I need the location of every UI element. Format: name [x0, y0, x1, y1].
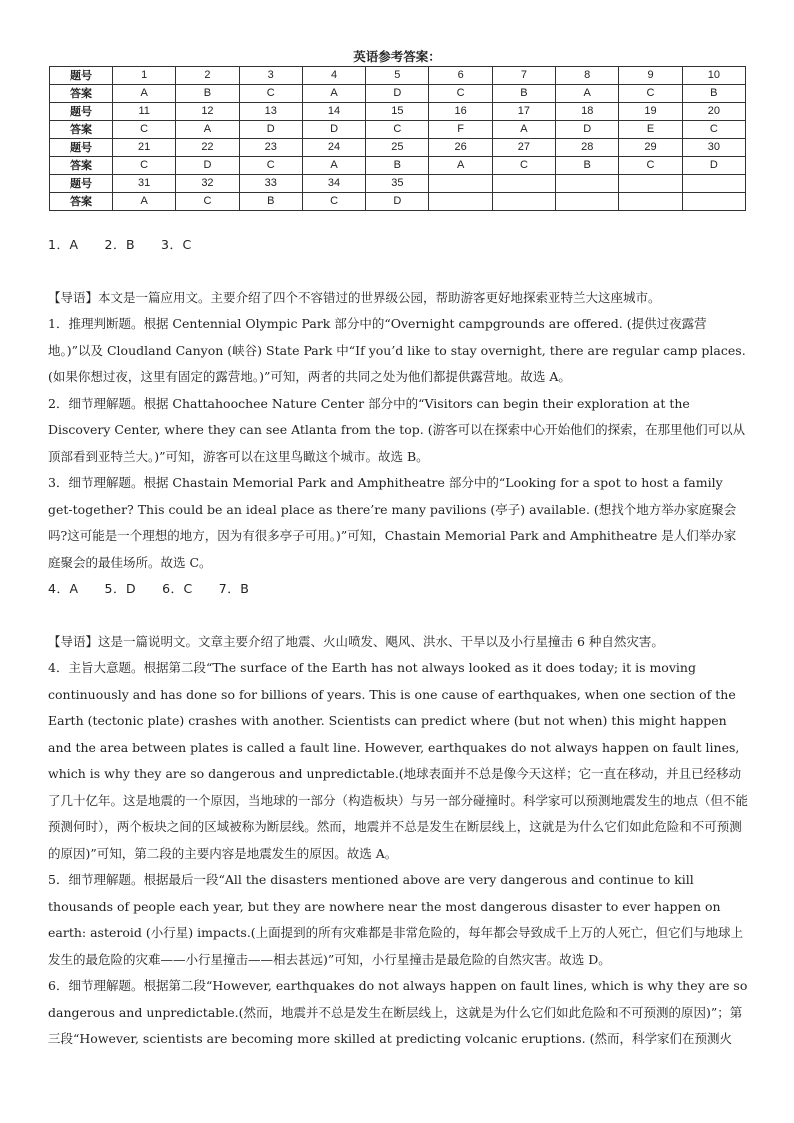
table-cell: 2: [176, 67, 239, 85]
table-cell: A: [492, 121, 555, 139]
table-cell: [682, 193, 745, 211]
table-cell: [619, 175, 682, 193]
table-cell: 5: [366, 67, 429, 85]
table-cell: C: [492, 157, 555, 175]
table-cell: A: [429, 157, 492, 175]
table-cell: [619, 193, 682, 211]
table-cell: C: [619, 157, 682, 175]
table-cell: 18: [556, 103, 619, 121]
table-cell: D: [366, 85, 429, 103]
table-cell: 21: [113, 139, 176, 157]
table-cell: [429, 175, 492, 193]
table-cell: A: [176, 121, 239, 139]
table-cell: 31: [113, 175, 176, 193]
table-cell: B: [239, 193, 302, 211]
table-cell: A: [302, 85, 365, 103]
answers-line-4-7: 4．A 5．D 6．C 7．B: [48, 581, 250, 596]
table-cell: 7: [492, 67, 555, 85]
row-header: 答案: [50, 193, 113, 211]
table-cell: D: [682, 157, 745, 175]
table-cell: C: [302, 193, 365, 211]
table-cell: 14: [302, 103, 365, 121]
table-cell: 12: [176, 103, 239, 121]
table-cell: D: [556, 121, 619, 139]
explanation-q4: 4．主旨大意题。根据第二段“The surface of the Earth has not always looked as it does today; it is moving continuously and has done so for billions of years. This is one cause of earthquakes, when one section of the Earth (tectonic plate) crashes with another. Scientists can predict where (but not when) this might happen and the area between plates is called a fault line. However, earthquakes do not always happen on fault lines, which is why they are so dangerous and unpredictable.(地球表面并不总是像今天这样；它一直在移动，并且已经移动了几十亿年。这是地震的一个原因，当地球的一部分（构造板块）与另一部分碰撞时。科学家可以预测地震发生的地点（但不能预测何时），两个板块之间的区域被称为断层线。然而，地震并不总是发生在断层线上，这就是为什么它们如此危险和不可预测的原因)”可知，第二段的主要内容是地震发生的原因。故选 A。: [48, 660, 749, 861]
table-cell: 34: [302, 175, 365, 193]
table-cell: D: [239, 121, 302, 139]
table-row: [50, 157, 746, 175]
table-cell: 28: [556, 139, 619, 157]
table-row: [50, 139, 746, 157]
table-cell: 16: [429, 103, 492, 121]
table-cell: C: [619, 85, 682, 103]
table-cell: B: [682, 85, 745, 103]
table-row: [50, 103, 746, 121]
table-cell: C: [176, 193, 239, 211]
table-cell: C: [239, 85, 302, 103]
row-header: 题号: [50, 175, 113, 193]
explanation-q3: 3．细节理解题。根据 Chastain Memorial Park and Amphitheatre 部分中的“Looking for a spot to host a family get-together? This could be an ideal place as there’re many pavilions (亭子) available. (想找个地方举办家庭聚会吗?这可能是一个理想的地方，因为有很多亭子可用。)”可知，Chastain Memorial Park and Amphitheatre 是人们举办家庭聚会的最佳场所。故选 C。: [48, 475, 737, 570]
answers-block-1: [48, 232, 748, 1053]
table-cell: 1: [113, 67, 176, 85]
table-cell: 8: [556, 67, 619, 85]
table-cell: C: [366, 121, 429, 139]
answer-table: [49, 66, 746, 211]
table-cell: B: [366, 157, 429, 175]
table-cell: F: [429, 121, 492, 139]
row-header: 题号: [50, 139, 113, 157]
table-row: [50, 175, 746, 193]
table-cell: C: [239, 157, 302, 175]
table-cell: C: [113, 121, 176, 139]
table-cell: 25: [366, 139, 429, 157]
table-cell: A: [302, 157, 365, 175]
table-cell: 19: [619, 103, 682, 121]
table-cell: C: [429, 85, 492, 103]
table-cell: 6: [429, 67, 492, 85]
table-cell: 13: [239, 103, 302, 121]
table-cell: 17: [492, 103, 555, 121]
table-cell: B: [492, 85, 555, 103]
table-cell: 33: [239, 175, 302, 193]
table-cell: C: [682, 121, 745, 139]
table-cell: 35: [366, 175, 429, 193]
table-cell: 4: [302, 67, 365, 85]
table-cell: 24: [302, 139, 365, 157]
table-cell: D: [366, 193, 429, 211]
table-cell: C: [113, 157, 176, 175]
table-cell: 10: [682, 67, 745, 85]
explanation-q1: 1．推理判断题。根据 Centennial Olympic Park 部分中的“Overnight campgrounds are offered. (提供过夜露营地。)”以及 Cloudland Canyon (峡谷) State Park 中“If you’d like to stay overnight, there are regular camp places. (如果你想过夜，这里有固定的露营地。)”可知，两者的共同之处为他们都提供露营地。故选 A。: [48, 316, 746, 384]
table-cell: B: [176, 85, 239, 103]
table-cell: 32: [176, 175, 239, 193]
explanation-q6: 6．细节理解题。根据第二段“However, earthquakes do not always happen on fault lines, which is why they are so dangerous and unpredictable.(然而，地震并不总是发生在断层线上，这就是为什么它们如此危险和不可预测的原因)”；第三段“However, scientists are becoming more skilled at predicting volcanic eruptions. (然而，科学家们在预测火: [48, 978, 748, 1046]
table-cell: 9: [619, 67, 682, 85]
row-header: 答案: [50, 121, 113, 139]
table-cell: E: [619, 121, 682, 139]
intro-passage-1: 【导语】本文是一篇应用文。主要介绍了四个不容错过的世界级公园，帮助游客更好地探索亚特兰大这座城市。: [48, 289, 661, 305]
table-cell: 22: [176, 139, 239, 157]
table-cell: 20: [682, 103, 745, 121]
table-cell: 3: [239, 67, 302, 85]
table-cell: 15: [366, 103, 429, 121]
table-cell: [682, 175, 745, 193]
table-row: [50, 193, 746, 211]
table-cell: 27: [492, 139, 555, 157]
table-cell: D: [302, 121, 365, 139]
explanation-q2: 2．细节理解题。根据 Chattahoochee Nature Center 部分中的“Visitors can begin their exploration at the Discovery Center, where they can see Atlanta from the top. (游客可以在探索中心开始他们的探索，在那里他们可以从顶部看到亚特兰大。)”可知，游客可以在这里鸟瞰这个城市。故选 B。: [48, 395, 746, 464]
table-cell: 23: [239, 139, 302, 157]
intro-passage-2: 【导语】这是一篇说明文。文章主要介绍了地震、火山喷发、飓风、洪水、干旱以及小行星撞击 6 种自然灾害。: [48, 633, 664, 649]
table-cell: A: [113, 85, 176, 103]
table-cell: [556, 175, 619, 193]
row-header: 题号: [50, 103, 113, 121]
table-cell: [492, 193, 555, 211]
row-header: 答案: [50, 85, 113, 103]
page-title: 英语参考答案：: [353, 49, 441, 64]
table-cell: [492, 175, 555, 193]
row-header: 答案: [50, 157, 113, 175]
table-cell: 29: [619, 139, 682, 157]
table-cell: [556, 193, 619, 211]
table-cell: A: [556, 85, 619, 103]
table-cell: D: [176, 157, 239, 175]
table-cell: 11: [113, 103, 176, 121]
table-row: [50, 121, 746, 139]
table-cell: B: [556, 157, 619, 175]
table-cell: A: [113, 193, 176, 211]
table-cell: 26: [429, 139, 492, 157]
table-row: [50, 85, 746, 103]
row-header: 题号: [50, 67, 113, 85]
table-cell: 30: [682, 139, 745, 157]
explanation-q5: 5．细节理解题。根据最后一段“All the disasters mentioned above are very dangerous and continue to kill thousands of people each year, but they are nowhere near the most dangerous disaster to ever happen on earth: asteroid (小行星) impacts.(上面提到的所有灾难都是非常危险的，每年都会导致成千上万的人死亡，但它们与地球上发生的最危险的灾难——小行星撞击——相去甚远)”可知，小行星撞击是最危险的自然灾害。故选 D。: [48, 872, 744, 967]
table-row: [50, 67, 746, 85]
table-cell: [429, 193, 492, 211]
answers-line-1-3: 1．A 2．B 3．C: [48, 237, 192, 252]
